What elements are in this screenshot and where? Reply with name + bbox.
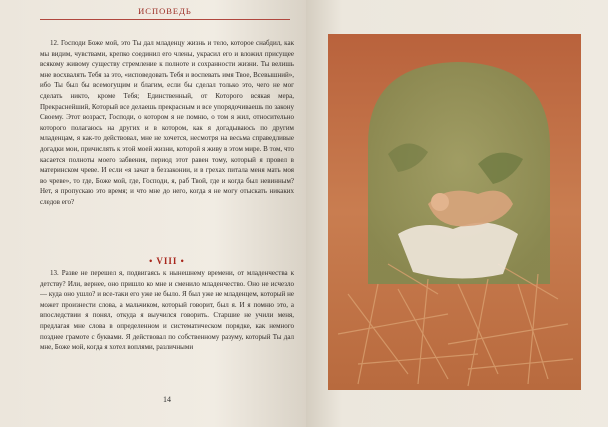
paragraph-12-text: 12. Господи Боже мой, это Ты дал младенцу жизнь и тело, которое снабдил, как мы видим, чувствами, крепко соединил его члены, украсил его и вложил присущее всякому живому существу стремление к полноте и сохранности жизни. Ты велишь мне восхвалять Тебя за это, «исповедовать Тебя и воспевать имя Твое, Всевышний», ибо Ты был бы всемогущим и благим, если бы сделал только это, чего не мог сделать никто, кроме Тебя; Единственный, от Которого всякая мера, Прекраснейший, Который все делаешь прекрасным и все упорядочиваешь по закону Своему. Этот возраст, Господи, о котором я не помню, о том я жил, относительно которого полагаюсь на других и в котором, как я догадываюсь по другим младенцам, я как-то действовал, мне не хочется, несмотря на весьма справедливые догадки мои, причислять к этой моей жизни, которой я живу в этом мире. В том, что касается полноты моего забвения, период этот равен тому, который я провел в материнском чреве. И если «я зачат в беззаконии, и в грехах питала меня мать моя во чреве», то где, Боже мой, где, Господи, я, раб Твой, где и когда был невинным? Нет, я пропускаю это время; и что мне до него, когда я не могу отыскать никаких следов его? [40,39,294,206]
paragraph-13-text: 13. Разве не перешел я, подвигаясь к нынешнему времени, от младенчества к детству? Или, вернее, оно пришло ко мне и сменило младенчество. Оно не исчезло — куда оно ушло? и все-таки его уже не было. Я был уже не младенцем, который не может произнести слова, а мальчиком, который говорит, был я. И я помню это, а впоследствии я понял, откуда я выучился говорить. Старшие не учили меня, предлагая мне слова в определенном и систематическом порядке, как немного позднее грамоте с буквами. Я действовал по собственному разуму, который Ты дал мне, Боже мой, когда я хотел воплями, различными [40,269,294,352]
running-header: ИСПОВЕДЬ [138,6,192,16]
paragraph-13 [40,268,294,388]
illustration-painting [328,34,581,390]
right-page [306,0,608,427]
infant-head [431,193,449,211]
chapter-heading: • VIII • [149,256,185,266]
paragraph-12 [40,38,294,256]
page-number: 14 [163,395,171,404]
header-rule [40,19,290,20]
white-cloth [398,223,518,279]
